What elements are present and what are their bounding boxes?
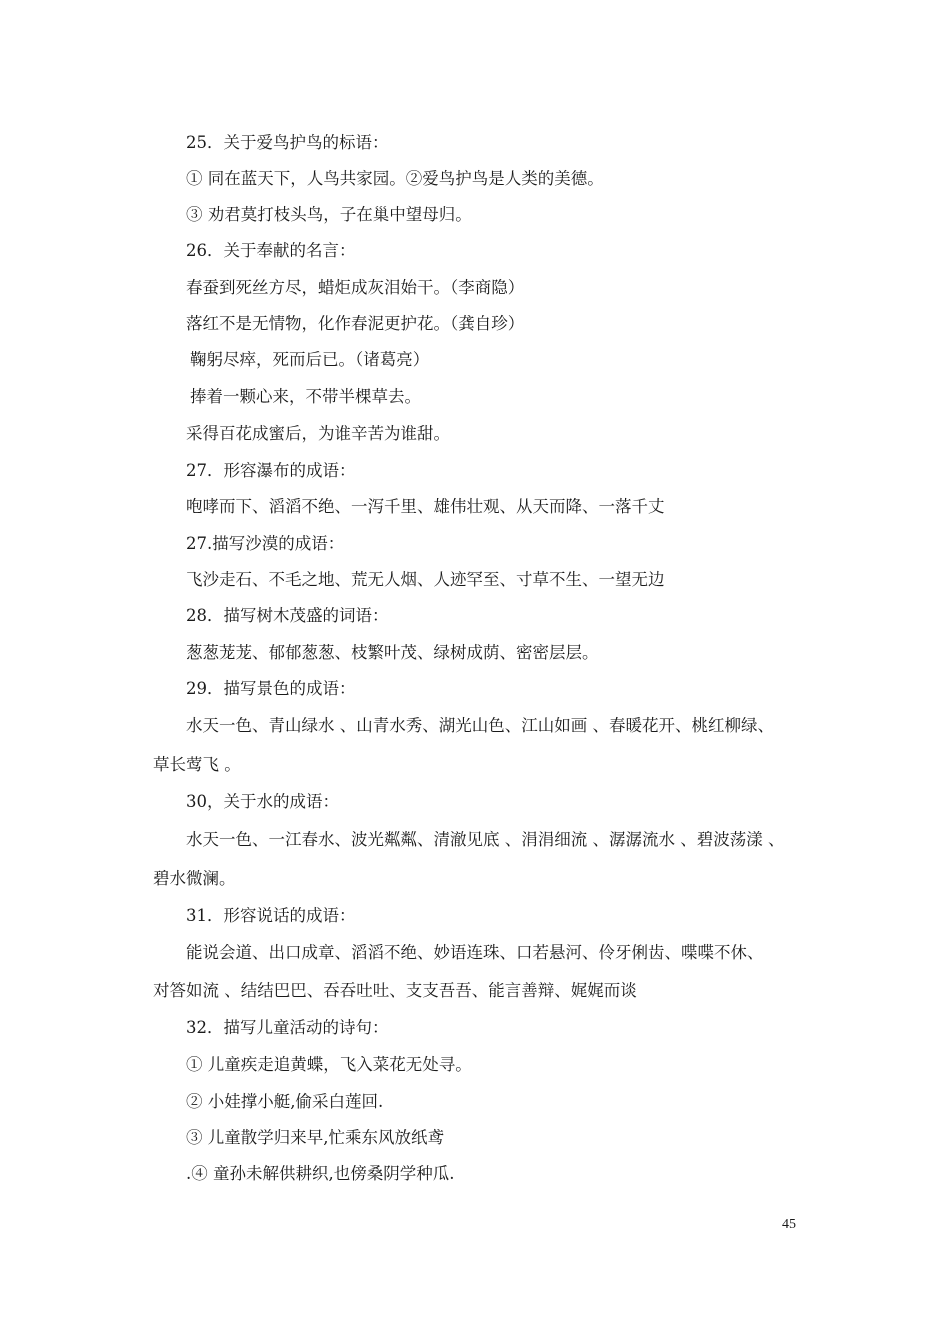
quote-line-4: 捧着一颗心来，不带半棵草去。 [190,387,421,406]
desert-idioms: 飞沙走石、不毛之地、荒无人烟、人迹罕至、寸草不生、一望无边 [186,570,665,589]
heading-25: 25．关于爱鸟护鸟的标语： [186,133,389,152]
waterfall-idioms: 咆哮而下、滔滔不绝、一泻千里、雄伟壮观、从天而降、一落千丈 [186,497,665,516]
quote-line-1: 春蚕到死丝方尽，蜡炬成灰泪始干。（李商隐） [186,278,525,297]
quote-line-5: 采得百花成蜜后，为谁辛苦为谁甜。 [186,424,450,443]
poem-line-3: ③ 儿童散学归来早,忙乘东风放纸鸢 [186,1128,444,1147]
slogan-line-2: ③ 劝君莫打枝头鸟，子在巢中望母归。 [186,205,472,224]
heading-29: 29．描写景色的成语： [186,679,356,698]
quote-line-2: 落红不是无情物，化作春泥更护花。（龚自珍） [186,314,525,333]
heading-32: 32．描写儿童活动的诗句： [186,1018,389,1037]
speech-idioms-line-2: 对答如流 、结结巴巴、吞吞吐吐、支支吾吾、能言善辩、娓娓而谈 [153,981,637,1000]
slogan-line-1: ① 同在蓝天下，人鸟共家园。②爱鸟护鸟是人类的美德。 [186,169,604,188]
scenery-idioms-line-2: 草长莺飞 。 [153,755,241,774]
heading-26: 26．关于奉献的名言： [186,241,356,260]
scenery-idioms-line-1: 水天一色、青山绿水 、山青水秀、湖光山色、江山如画 、春暖花开、桃红柳绿、 [186,716,774,735]
poem-line-4: .④ 童孙未解供耕织,也傍桑阴学种瓜. [186,1164,455,1183]
quote-line-3: 鞠躬尽瘁，死而后已。（诸葛亮） [190,350,430,369]
heading-30: 30，关于水的成语： [186,792,339,811]
heading-27: 27．形容瀑布的成语： [186,461,356,480]
speech-idioms-line-1: 能说会道、出口成章、滔滔不绝、妙语连珠、口若悬河、伶牙俐齿、喋喋不休、 [186,943,764,962]
tree-words: 葱葱茏茏、郁郁葱葱、枝繁叶茂、绿树成荫、密密层层。 [186,643,599,662]
heading-27-desert: 27.描写沙漠的成语： [186,534,345,553]
page-number: 45 [782,1217,796,1232]
heading-31: 31．形容说话的成语： [186,906,356,925]
water-idioms-line-2: 碧水微澜。 [153,869,236,888]
poem-line-1: ① 儿童疾走追黄蝶，飞入菜花无处寻。 [186,1055,472,1074]
poem-line-2: ② 小娃撑小艇,偷采白莲回. [186,1092,384,1111]
heading-28: 28．描写树木茂盛的词语： [186,606,389,625]
water-idioms-line-1: 水天一色、一江春水、波光粼粼、清澈见底 、涓涓细流 、潺潺流水 、碧波荡漾 、 [186,830,785,849]
